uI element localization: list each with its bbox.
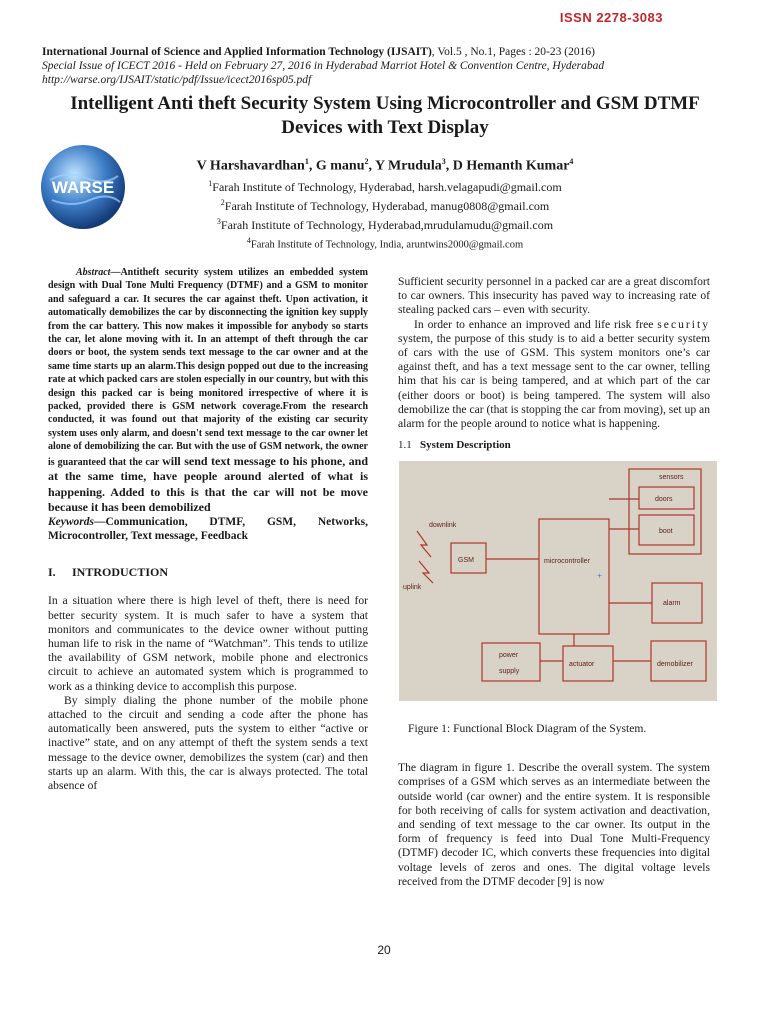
section-title: INTRODUCTION	[72, 565, 169, 580]
abstract	[48, 266, 368, 515]
subsection-heading	[398, 439, 710, 451]
author-2-sup: 2	[364, 157, 369, 166]
cursor-mark: +	[597, 571, 603, 582]
keywords-dash: —	[94, 516, 106, 529]
right-paragraph-3: The diagram in figure 1. Describe the overall system. The system comprises of a GSM which serves as an intermediate between the outside world (car owner) and the entire system. It is responsible for both receiving of calls for system activation and deactivation, and sending of text message to the car owner. Its output in the form of frequency is feed into Dual Tone Multi-Frequency (DTMF) decoder IC, which converts these frequencies into digital voltage levels of zeros and ones. The digital voltage levels received from the DTMF decoder [9] is now	[398, 761, 710, 888]
section-number: I.	[48, 565, 56, 580]
subsection-number: 1.1	[398, 439, 412, 452]
subsection-title: System Description	[420, 439, 511, 452]
journal-name: International Journal of Science and Applied Information Technology (IJSAIT)	[42, 46, 432, 58]
label-microcontroller: microcontroller	[544, 558, 590, 566]
keywords	[48, 515, 368, 543]
label-alarm: alarm	[663, 600, 681, 608]
aff-3-sup: 3	[216, 216, 221, 226]
journal-header	[42, 45, 722, 87]
right-paragraph-2-rest: system, the purpose of this study is to aid a better security system of cars with the use of GSM. This system monitors one’s car against theft, and has a text message sent to the car owner, telling him that his car is being tampered, and at which part of the car (either doors or boot) is being tampered. The system will also demobilize the car (that is stopping the car from moving), set up an alarm for the people around to notice what is happening.	[398, 331, 710, 431]
author-1-sup: 1	[304, 157, 309, 166]
label-boot: boot	[659, 528, 673, 536]
aff-2-sup: 2	[220, 197, 225, 207]
aff-3-text: Farah Institute of Technology, Hyderabad,mrudulamudu@gmail.com	[220, 217, 554, 232]
aff-2-text: Farah Institute of Technology, Hyderabad, manug0808@gmail.com	[224, 198, 550, 213]
label-supply: supply	[499, 668, 520, 676]
author-4-sup: 4	[569, 157, 574, 166]
keywords-label: Keywords	[48, 516, 94, 529]
journal-volume: , Vol.5 , No.1, Pages : 20-23 (2016)	[431, 46, 595, 58]
author-4: D Hemanth Kumar	[452, 158, 570, 174]
logo-text: WARSE	[51, 178, 115, 197]
section-heading-introduction	[48, 565, 368, 580]
author-sep-3: ,	[445, 158, 453, 174]
abstract-text: Antitheft security system utilizes an embedded system design with Dual Tone Multi Frequency (DTMF) and a GSM to monitor and safeguard a car. It secures the car against theft. Upon activation, it automatically demobilizes the car by disconnecting the ignition key supply from the car battery. This now makes it impossible for anybody so starts the car, let alone moving with it. In an attempt of theft through the car doors or boot, the system sends text message to the car owner and at the same time starts up an alarm.This design popped out due to the increasing rate at which packed cars are stolen especially in our country, but with this design this packed car is being monitored irrespective of where it is packed, provided there is GSM network coverage.From the research conducted, it was found out that majority of the existing car security system uses only alarm, and doesn't send text message to the car owner let alone of demobilizing the car. But with the use of GSM network, the owner is guaranteed that the car	[48, 267, 368, 468]
intro-paragraph-1: In a situation where there is high level of theft, there is need for better security system. It is much safer to have a system that monitors and communicates to the device owner without putting human life to risk in the name of “Watchman”. This tends to utilize the availability of GSM network, mobile phone and electronics circuit to achieve an automated system which is programmed to work as a thinking device to accomplish this purpose.	[48, 594, 368, 693]
keywords-text: Communication, DTMF, GSM, Networks, Microcontroller, Text message, Feedback	[48, 516, 368, 543]
special-issue-line: Special Issue of ICECT 2016 - Held on February 27, 2016 in Hyderabad Marriot Hotel & Convention Centre, Hyderabad	[42, 60, 605, 72]
aff-1-sup: 1	[208, 178, 213, 188]
label-uplink: uplink	[403, 584, 422, 592]
issn-number: ISSN 2278-3083	[559, 10, 663, 25]
paper-url[interactable]: http://warse.org/IJSAIT/static/pdf/Issue/icect2016sp05.pdf	[42, 74, 312, 86]
label-doors: doors	[655, 496, 673, 504]
label-demobilizer: demobilizer	[657, 661, 693, 669]
intro-paragraph-2: By simply dialing the phone number of the mobile phone attached to the circuit and sending a code after the phone has automatically been answered, puts the system to either “active or inactive” state, and on any attempt of theft the system sends a text message to the device owner, demobilizes the system (car) and then starts up an alarm. With this, the car is always protected. The total absence of	[48, 693, 368, 792]
label-gsm: GSM	[458, 557, 474, 565]
label-power: power	[499, 652, 519, 660]
right-column	[398, 275, 710, 889]
warse-logo	[38, 142, 128, 232]
label-sensors: sensors	[659, 474, 684, 482]
figure-caption: Figure 1: Functional Block Diagram of the System.	[408, 722, 647, 736]
aff-4-text: Farah Institute of Technology, India, aruntwins2000@gmail.com	[250, 239, 524, 251]
journal-line	[42, 45, 722, 59]
paper-title: Intelligent Anti theft Security System Using Microcontroller and GSM DTMF Devices with Text Display	[70, 93, 700, 138]
label-actuator: actuator	[569, 661, 595, 669]
author-sep-1: ,	[308, 158, 316, 174]
abstract-text-large: will send text message to his phone, and at the same time, have people around alerted of what is happening. Added to this is that the car will not be move because it has been demobilized	[48, 453, 369, 514]
author-sep-2: ,	[368, 158, 375, 174]
author-block	[140, 153, 630, 252]
left-column	[48, 266, 368, 793]
page-number: 20	[377, 943, 391, 957]
author-3-sup: 3	[441, 157, 446, 166]
block-diagram	[399, 461, 717, 701]
affiliation-2	[140, 195, 630, 214]
author-2: G manu	[315, 158, 365, 174]
label-downlink: downlink	[429, 522, 457, 530]
right-paragraph-2-start: In order to enhance an improved and life risk free	[414, 317, 654, 331]
abstract-label: Abstract	[76, 267, 111, 278]
affiliation-4	[140, 233, 630, 253]
abstract-dash: —	[110, 267, 121, 278]
author-names	[140, 153, 630, 176]
author-3: Y Mrudula	[374, 158, 442, 174]
affiliation-1	[140, 176, 630, 195]
aff-4-sup: 4	[246, 235, 251, 245]
affiliation-3	[140, 214, 630, 233]
right-paragraph-2	[398, 318, 710, 432]
aff-1-text: Farah Institute of Technology, Hyderabad, harsh.velagapudi@gmail.com	[212, 179, 562, 194]
right-paragraph-1: Sufficient security personnel in a packed car are a great discomfort to car owners. This insecurity has paved way to increasing rate of stealing packed cars – even with security.	[398, 275, 710, 317]
right-paragraph-2-spaced: security	[657, 317, 710, 331]
author-1: V Harshavardhan	[196, 158, 305, 174]
